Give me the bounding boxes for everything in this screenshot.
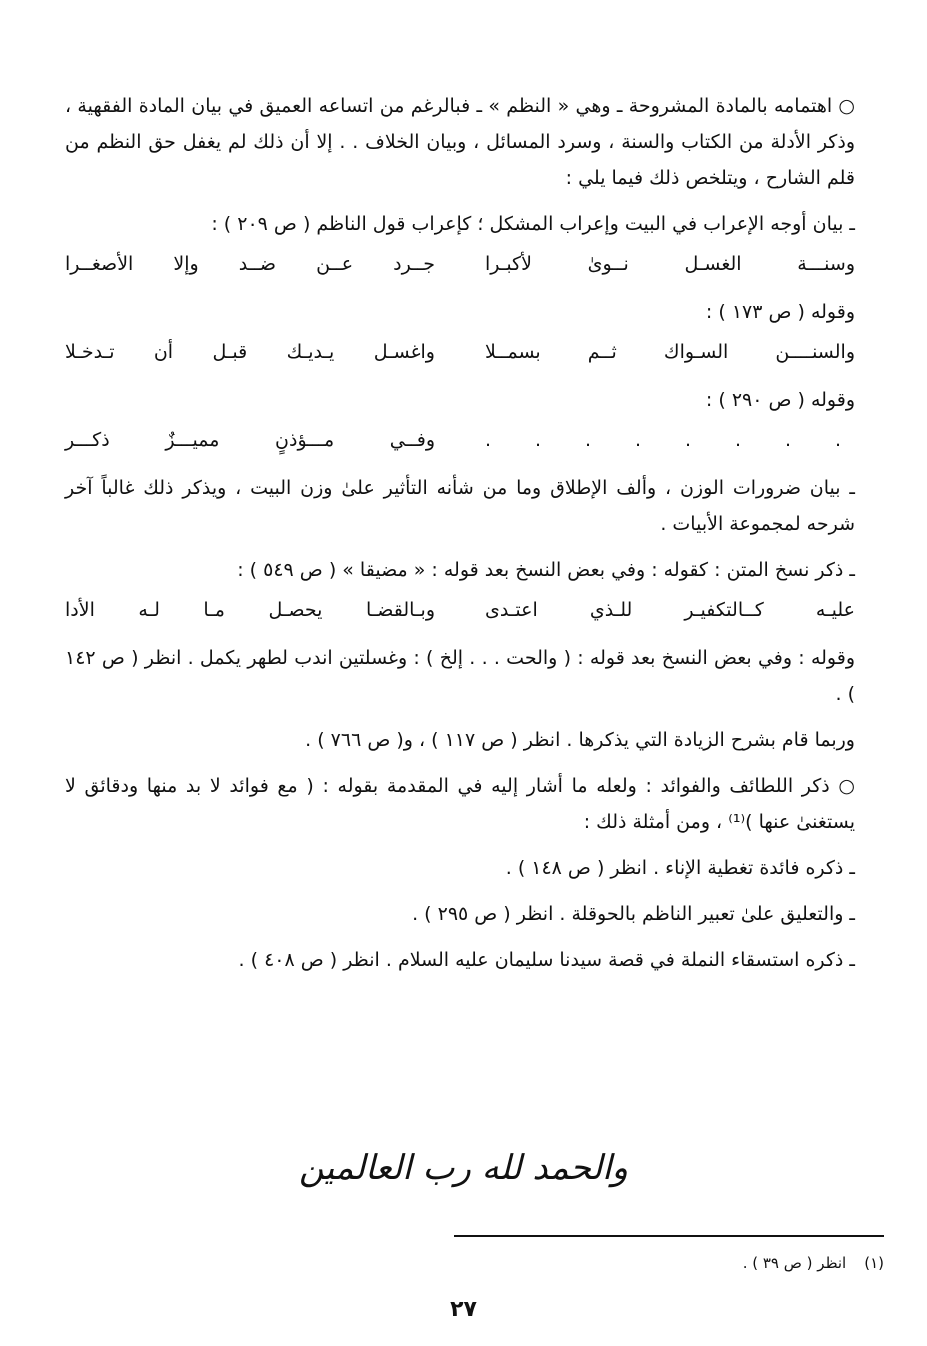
paragraph-quote-290: وقوله ( ص ٢٩٠ ) : (705, 389, 855, 411)
paragraph-i3rab: ـ بيان أوجه الإعراب في البيت وإعراب المشكل ؛ كإعراب قول الناظم ( ص ٢٠٩ ) : (211, 213, 855, 235)
verse-4-second-hemistich: وبـالقضـا يحصـل مـا لـه الأدا (65, 599, 435, 621)
footnote-marker: (١) (864, 1254, 884, 1272)
footnote-divider (454, 1235, 884, 1237)
verse-4 (65, 592, 855, 628)
main-text (65, 88, 855, 988)
paragraph-addition: وربما قام بشرح الزيادة التي يذكرها . انظر ( ص ١١٧ ) ، و( ص ٧٦٦ ) . (305, 729, 855, 751)
verse-1 (65, 246, 855, 282)
paragraph-benefit-2: ـ والتعليق علىٰ تعبير الناظم بالحوقلة . انظر ( ص ٢٩٥ ) . (412, 903, 855, 925)
verse-3-second-hemistich: وفــي مـــؤذنٍ مميـــزٌ ذكـــر (65, 429, 435, 451)
paragraph-intro: ○ اهتمامه بالمادة المشروحة ـ وهي « النظم » ـ فبالرغم من اتساعه العميق في بيان المادة الفقهية ، وذكر الأدلة من الكتاب والسنة ، وسرد المسائل ، وبيان الخلاف . . إلا أن ذلك لم يغفل حق النظم من قلم الشارح ، ويتلخص ذلك فيما يلي : (65, 95, 855, 189)
verse-4-first-hemistich: عليـه كــالتكفيـر للـذي اعتـدى (485, 599, 855, 621)
verse-3-first-hemistich-ellipsis: . . . . . . . . (485, 429, 855, 451)
footnote-text: انظر ( ص ٣٩ ) . (742, 1254, 847, 1272)
verse-2-first-hemistich: والسنــــن السـواك ثــم بسمــلا (485, 341, 855, 363)
verse-1-second-hemistich: جــرد عــن ضــد وإلا الأصغــرا (65, 253, 435, 275)
paragraph-benefit-3: ـ ذكره استسقاء النملة في قصة سيدنا سليمان عليه السلام . انظر ( ص ٤٠٨ ) . (238, 949, 855, 971)
paragraph-benefit-1: ـ ذكره فائدة تغطية الإناء . انظر ( ص ١٤٨ ) . (505, 857, 855, 879)
page-number: ٢٧ (450, 1297, 477, 1322)
closing-calligraphy: والحمد لله رب العالمين (298, 1148, 629, 1188)
verse-1-first-hemistich: وسنـــة الغسـل نــوىٰ لأكبـرا (485, 253, 855, 275)
paragraph-meter: ـ بيان ضرورات الوزن ، وألف الإطلاق وما من شأنه التأثير علىٰ وزن البيت ، ويذكر ذلك غالباً آخر شرحه لمجموعة الأبيات . (65, 477, 855, 535)
paragraph-benefits: ○ ذكر اللطائف والفوائد : ولعله ما أشار إليه في المقدمة بقوله : ( مع فوائد لا بد منها ودقائق لا يستغنىٰ عنها )⁽¹⁾ ، ومن أمثلة ذلك : (65, 775, 855, 833)
verse-2 (65, 334, 855, 370)
paragraph-copies: ـ ذكر نسخ المتن : كقوله : وفي بعض النسخ بعد قوله : « مضيقا » ( ص ٥٤٩ ) : (237, 559, 855, 581)
paragraph-copies-2: وقوله : وفي بعض النسخ بعد قوله : ( والحت . . . إلخ ) : وغسلتين اندب لطهر يكمل . انظر ( ص ١٤٢ ) . (65, 647, 855, 705)
verse-2-second-hemistich: واغسـل يـديـك قبـل أن تـدخـلا (65, 341, 435, 363)
paragraph-quote-173: وقوله ( ص ١٧٣ ) : (705, 301, 855, 323)
footnote (725, 1254, 884, 1272)
verse-3 (65, 422, 855, 458)
